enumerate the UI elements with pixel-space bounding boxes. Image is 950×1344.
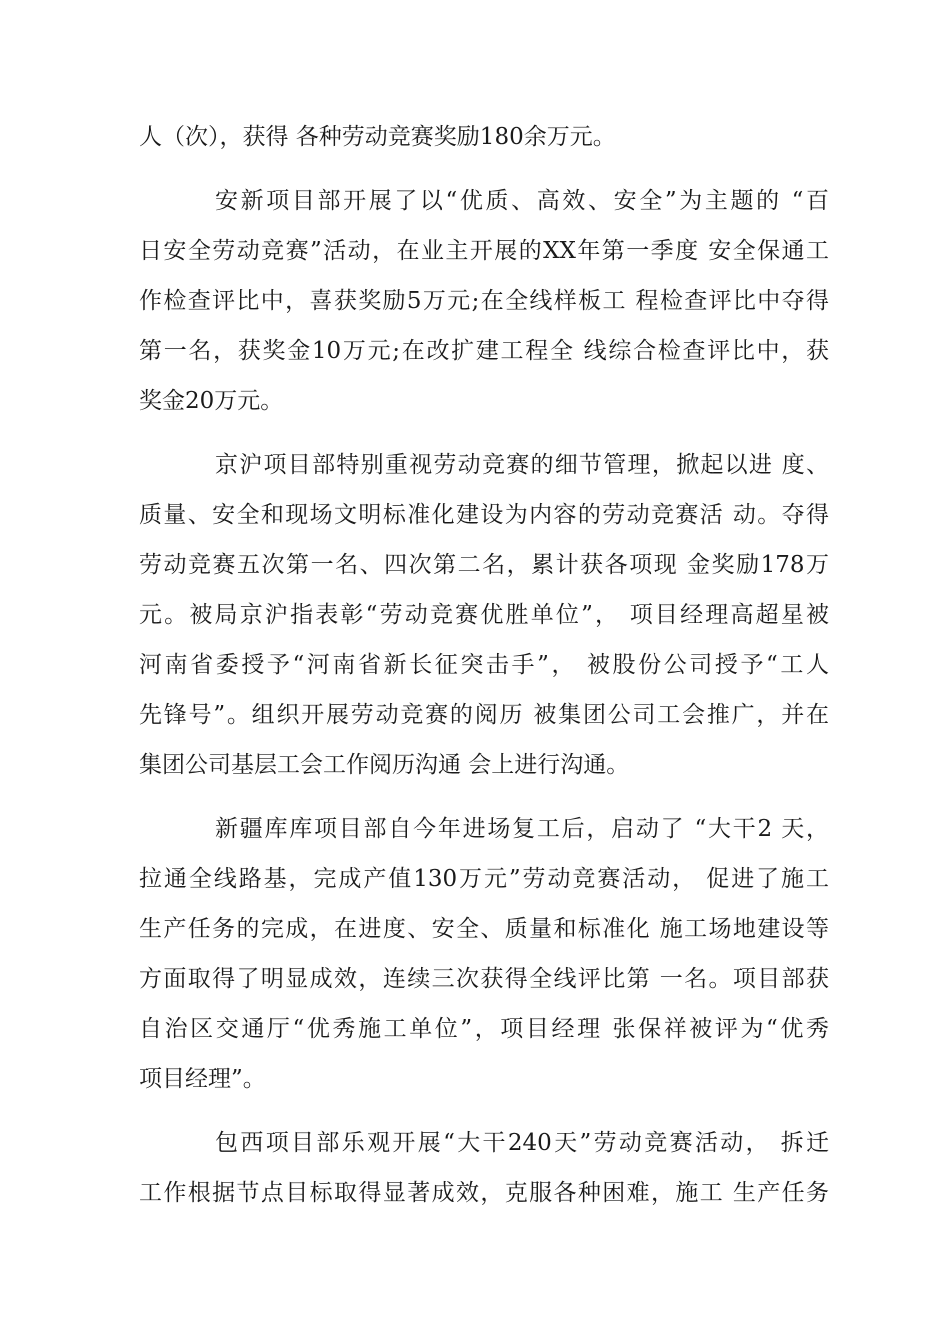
paragraph-1-line-1: 人（次），获得 各种劳动竞赛奖励180余万元。 [139, 124, 616, 150]
paragraph-4-line-5: 自治区交通厅“优秀施工单位”，项目经理 张保祥被评为“优秀 [139, 1016, 829, 1042]
paragraph-gap [139, 162, 829, 176]
paragraph-3-line-2: 质量、安全和现场文明标准化建设为内容的劳动竞赛活 动。夺得 [139, 502, 829, 528]
paragraph-4-line-4: 方面取得了明显成效，连续三次获得全线评比第 一名。项目部获 [139, 966, 829, 992]
paragraph-2-line-4: 第一名，获奖金10万元;在改扩建工程全 线综合检查评比中，获 [139, 338, 829, 364]
paragraph-3-line-4: 元。被局京沪指表彰“劳动竞赛优胜单位”， 项目经理高超星被 [139, 602, 829, 628]
paragraph-5-line-2: 工作根据节点目标取得显著成效，克服各种困难，施工 生产任务 [139, 1180, 829, 1206]
paragraph-4-line-6: 项目经理”。 [139, 1066, 266, 1092]
paragraph-3-line-5: 河南省委授予“河南省新长征突击手”， 被股份公司授予“工人 [139, 652, 829, 678]
paragraph-3-line-3: 劳动竞赛五次第一名、四次第二名，累计获各项现 金奖励178万 [139, 552, 829, 578]
paragraph-4-line-3: 生产任务的完成，在进度、安全、质量和标准化 施工场地建设等 [139, 916, 829, 942]
paragraph-3-line-7: 集团公司基层工会工作阅历沟通 会上进行沟通。 [139, 752, 630, 778]
paragraph-2-line-5: 奖金20万元。 [139, 388, 284, 414]
paragraph-gap [139, 1104, 829, 1118]
paragraph-2-line-1: 安新项目部开展了以“优质、高效、安全”为主题的 “百 [215, 188, 829, 214]
paragraph-gap [139, 426, 829, 440]
paragraph-2-line-3: 作检查评比中，喜获奖励5万元;在全线样板工 程检查评比中夺得 [139, 288, 829, 314]
paragraph-3-line-1: 京沪项目部特别重视劳动竞赛的细节管理，掀起以进 度、 [215, 452, 829, 478]
paragraph-gap [139, 790, 829, 804]
paragraph-5-line-1: 包西项目部乐观开展“大干240天”劳动竞赛活动， 拆迁 [215, 1130, 829, 1156]
paragraph-2-line-2: 日安全劳动竞赛”活动，在业主开展的XX年第一季度 安全保通工 [139, 238, 829, 264]
paragraph-3-line-6: 先锋号”。组织开展劳动竞赛的阅历 被集团公司工会推广，并在 [139, 702, 829, 728]
paragraph-4-line-1: 新疆库库项目部自今年进场复工后，启动了 “大干2 天， [215, 816, 829, 842]
paragraph-4-line-2: 拉通全线路基，完成产值130万元”劳动竞赛活动， 促进了施工 [139, 866, 829, 892]
body-text [139, 112, 829, 1218]
